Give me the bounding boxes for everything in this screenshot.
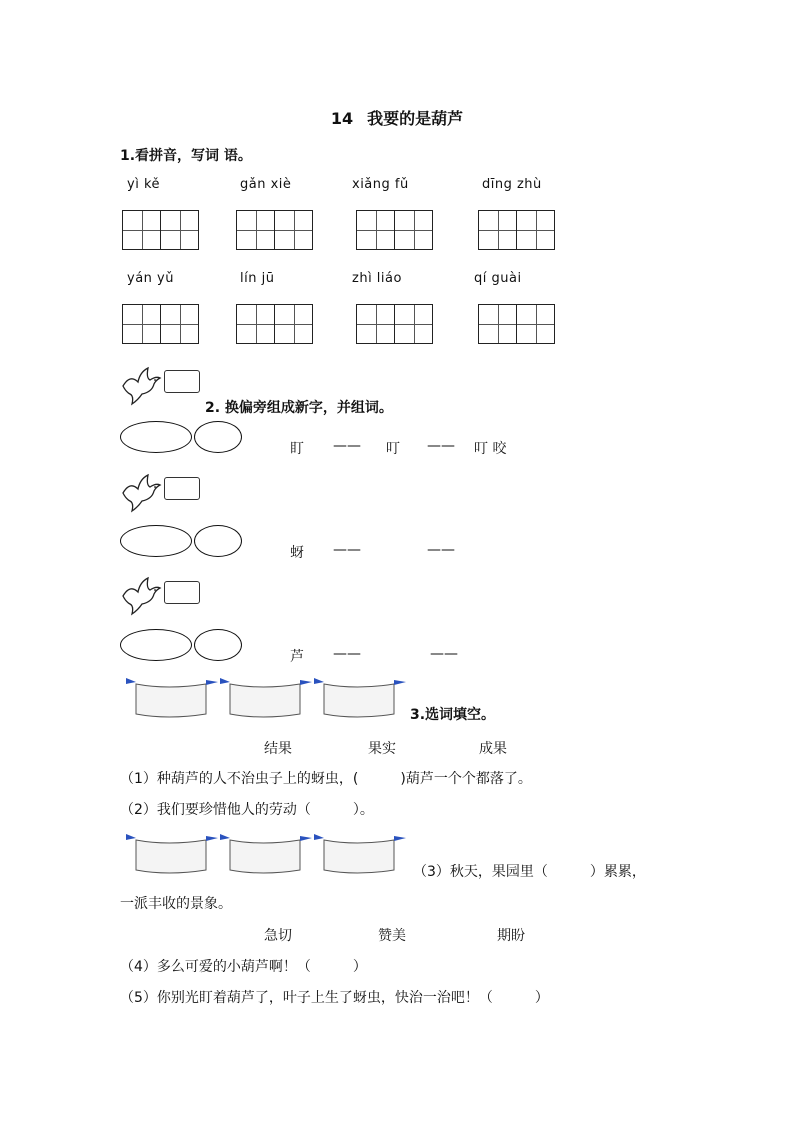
writing-grid[interactable] (236, 304, 313, 344)
banner-icon (120, 830, 410, 880)
pinyin-4: dīng zhù (482, 177, 542, 192)
writing-grid[interactable] (478, 304, 555, 344)
dash: —— (430, 646, 458, 662)
pinyin-2: gǎn xiè (240, 177, 292, 192)
dash: —— (427, 438, 455, 454)
char-oval[interactable] (194, 421, 242, 453)
answer-box[interactable] (164, 581, 200, 604)
word-choice: 果实 (368, 741, 396, 757)
writing-grid[interactable] (122, 210, 199, 250)
dash: —— (333, 438, 361, 454)
answer-box[interactable] (164, 370, 200, 393)
pinyin-8: qí guài (474, 271, 522, 286)
writing-grid[interactable] (122, 304, 199, 344)
pinyin-5: yán yǔ (127, 271, 174, 286)
question-3-cont: 一派丰收的景象。 (120, 896, 232, 912)
section2-heading: 2. 换偏旁组成新字，并组词。 (205, 400, 393, 416)
question-4: （4）多么可爱的小葫芦啊！（ ） (120, 959, 367, 975)
lesson-number: 14 (330, 109, 354, 128)
writing-grid[interactable] (356, 304, 433, 344)
radical-oval[interactable] (120, 421, 192, 453)
word-choice: 结果 (264, 741, 292, 757)
section3-heading: 3.选词填空。 (410, 707, 496, 723)
pinyin-6: lín jū (240, 271, 275, 286)
question-1: （1）种葫芦的人不治虫子上的蚜虫，( )葫芦一个个都落了。 (120, 771, 532, 787)
word-choice: 成果 (479, 741, 507, 757)
pinyin-1: yì kě (127, 177, 161, 192)
writing-grid[interactable] (236, 210, 313, 250)
char-oval[interactable] (194, 629, 242, 661)
pinyin-7: zhì liáo (352, 271, 402, 286)
question-3: （3）秋天，果园里（ ）累累， (413, 864, 646, 880)
pinyin-3: xiǎng fǔ (352, 177, 409, 192)
dove-icon (120, 574, 164, 618)
char-2: 叮 (386, 441, 400, 457)
lesson-title: 我要的是葫芦 (367, 109, 464, 128)
word-1: 叮 咬 (474, 441, 507, 457)
question-5: （5）你别光盯着葫芦了，叶子上生了蚜虫，快治一治吧！（ ） (120, 990, 549, 1006)
char-1: 芦 (290, 649, 304, 665)
dash: —— (333, 542, 361, 558)
word-choice: 期盼 (497, 928, 525, 944)
section1-heading: 1.看拼音，写词 语。 (120, 148, 252, 164)
dove-icon (120, 364, 164, 408)
dash: —— (427, 542, 455, 558)
answer-box[interactable] (164, 477, 200, 500)
char-1: 盯 (290, 441, 304, 457)
question-2: （2）我们要珍惜他人的劳动（ ）。 (120, 802, 374, 818)
word-choice: 赞美 (378, 928, 406, 944)
char-oval[interactable] (194, 525, 242, 557)
radical-oval[interactable] (120, 629, 192, 661)
banner-icon (120, 674, 410, 724)
page-title (0, 106, 794, 129)
dash: —— (333, 646, 361, 662)
writing-grid[interactable] (478, 210, 555, 250)
radical-oval[interactable] (120, 525, 192, 557)
char-1: 蚜 (290, 545, 304, 561)
writing-grid[interactable] (356, 210, 433, 250)
dove-icon (120, 471, 164, 515)
word-choice: 急切 (264, 928, 292, 944)
